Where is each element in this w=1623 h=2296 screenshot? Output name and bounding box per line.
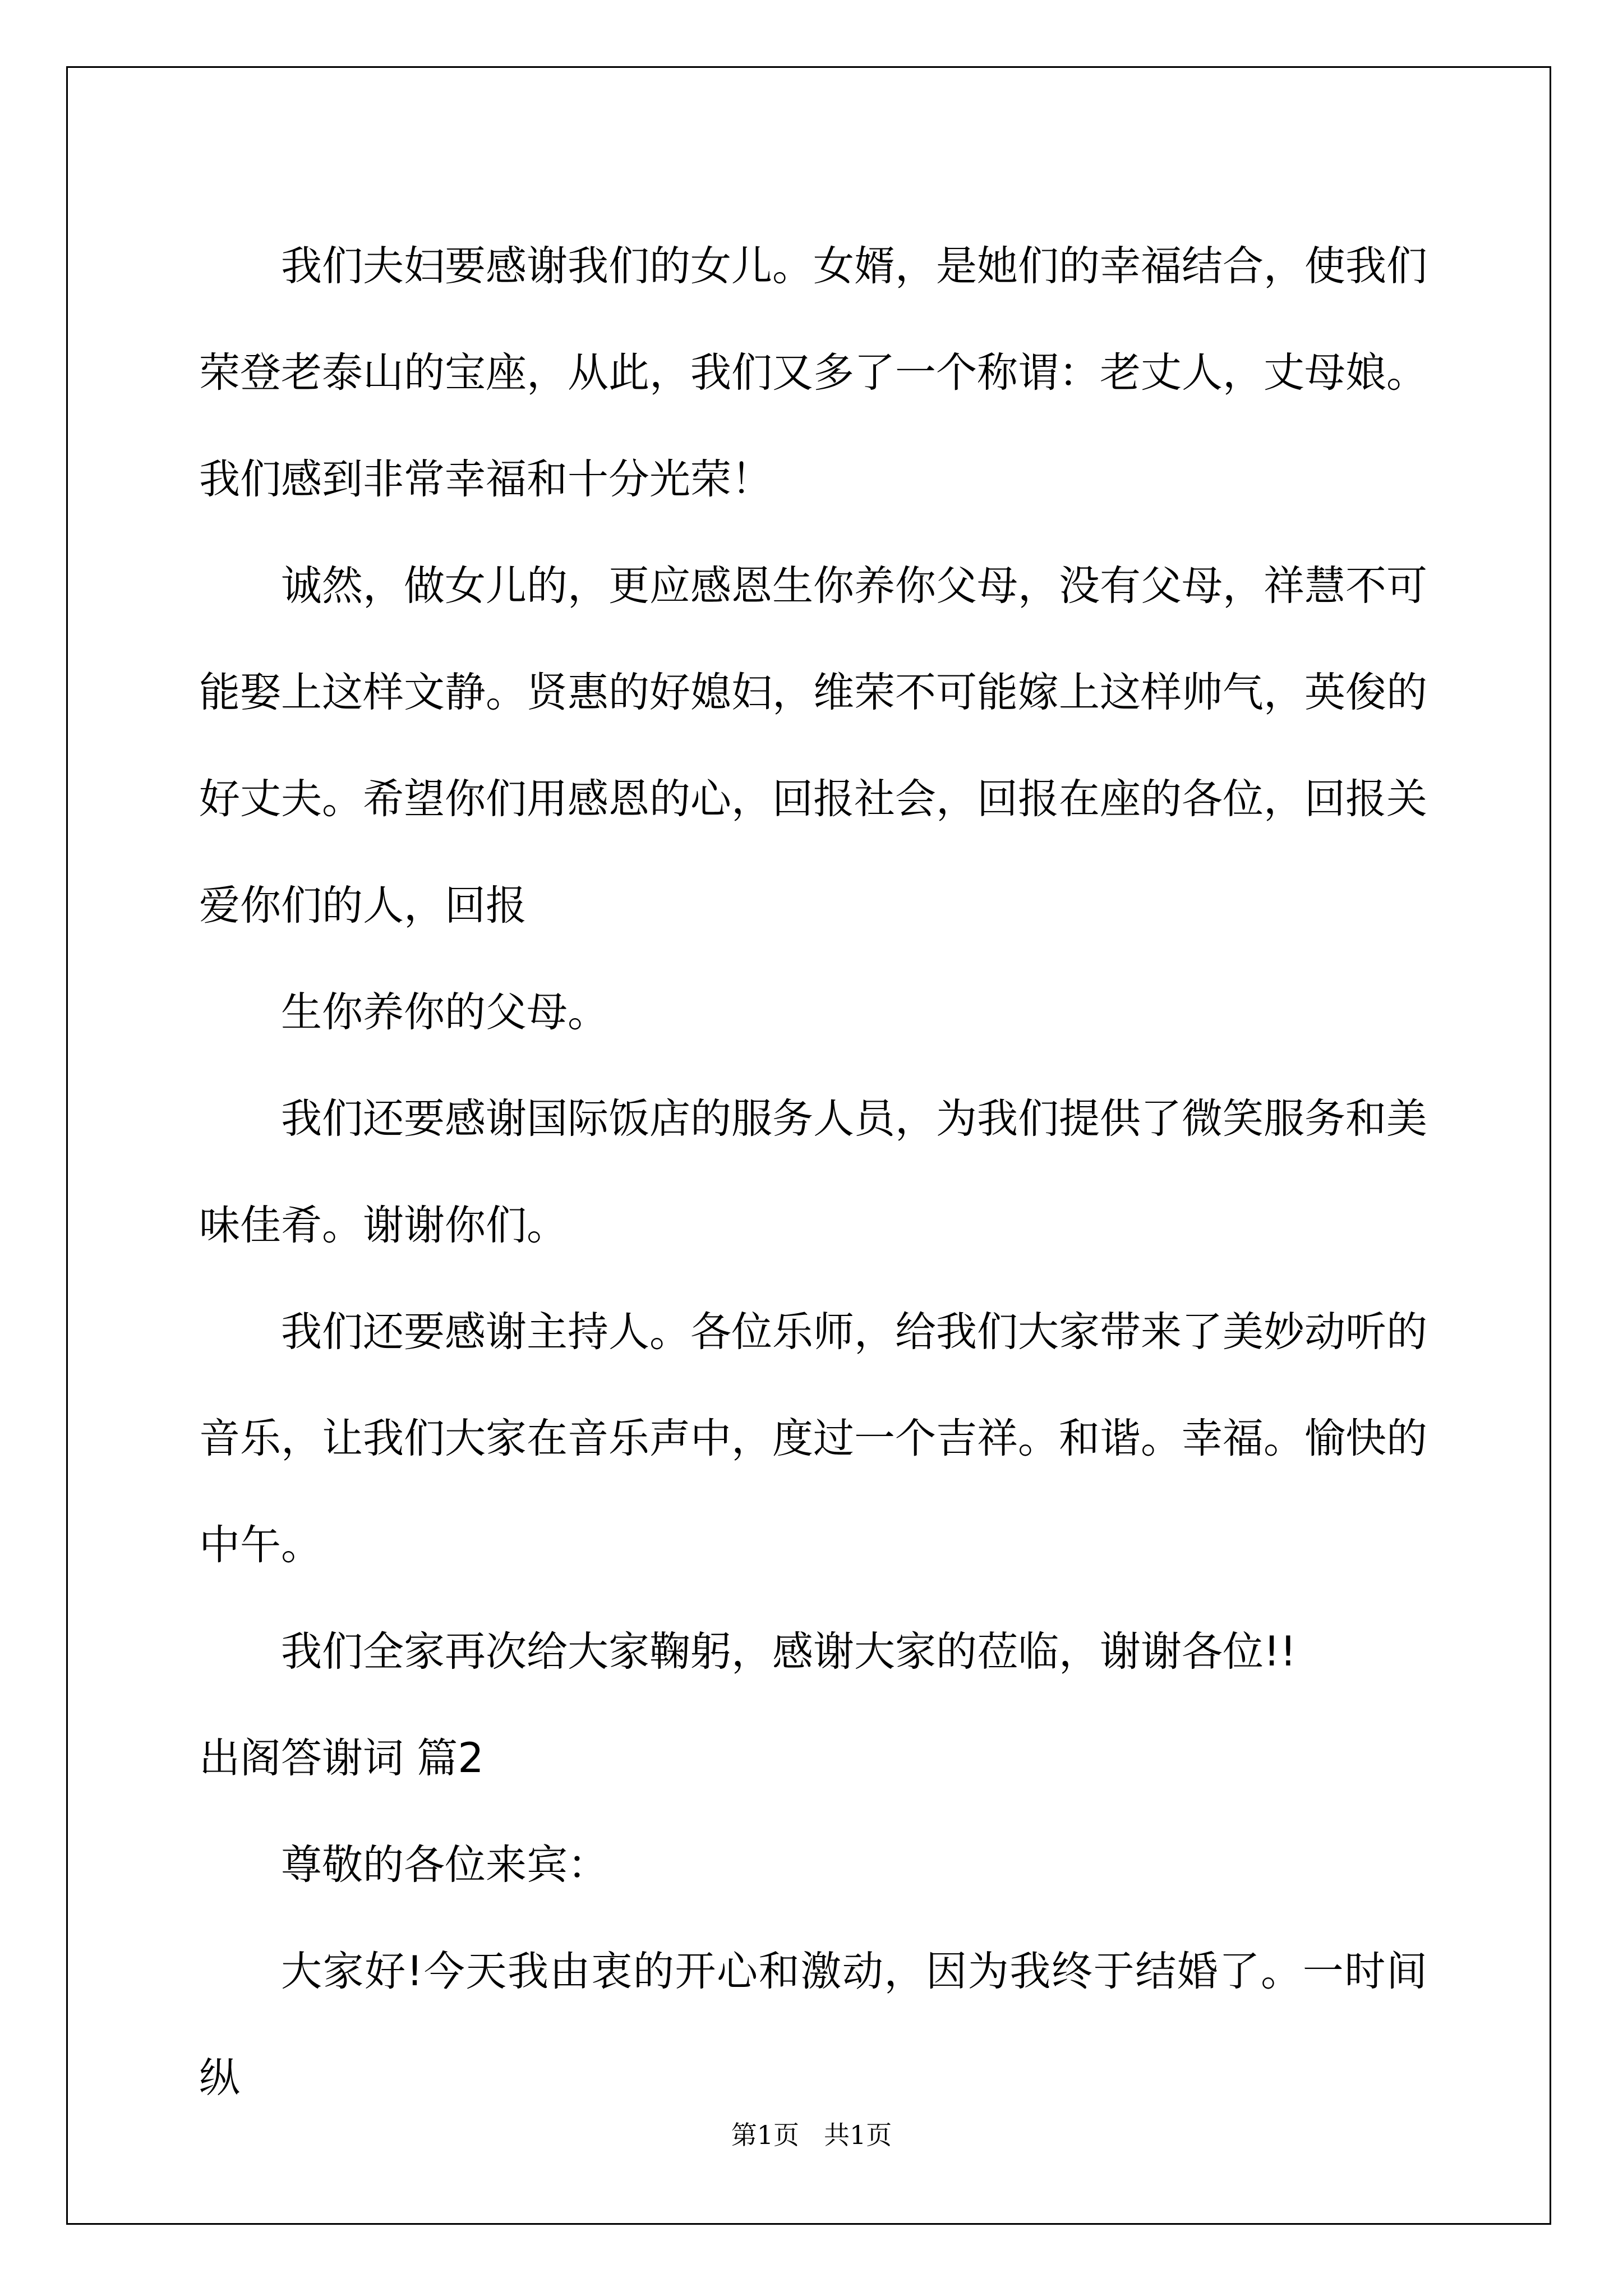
paragraph-3: 生你养你的父母。	[281, 988, 608, 1036]
section-heading: 出阁答谢词 篇2	[199, 1734, 484, 1782]
page-footer	[0, 2115, 1623, 2152]
paragraph-5: 我们还要感谢主持人。各位乐师，给我们大家带来了美妙动听的音乐，让我们大家在音乐声中，度过一个吉祥。和谐。幸福。愉快的中午。	[199, 1308, 1427, 1569]
page-total: 共1页	[823, 2120, 892, 2150]
paragraph-7: 尊敬的各位来宾：	[281, 1841, 608, 1889]
document-body	[199, 213, 1427, 2132]
paragraph-2: 诚然，做女儿的，更应感恩生你养你父母，没有父母，祥慧不可能娶上这样文静。贤惠的好媳妇，维荣不可能嫁上这样帅气，英俊的好丈夫。希望你们用感恩的心，回报社会，回报在座的各位，回报关爱你们的人，回报	[199, 562, 1427, 930]
paragraph-1: 我们夫妇要感谢我们的女儿。女婿，是她们的幸福结合，使我们荣登老泰山的宝座，从此，我们又多了一个称谓：老丈人，丈母娘。我们感到非常幸福和十分光荣！	[199, 242, 1427, 503]
paragraph-6: 我们全家再次给大家鞠躬，感谢大家的莅临，谢谢各位!!	[281, 1628, 1297, 1676]
paragraph-4: 我们还要感谢国际饭店的服务人员，为我们提供了微笑服务和美味佳肴。谢谢你们。	[199, 1095, 1427, 1249]
paragraph-8: 大家好!今天我由衷的开心和激动，因为我终于结婚了。一时间纵	[199, 1948, 1427, 2102]
page-number: 第1页	[731, 2120, 800, 2150]
